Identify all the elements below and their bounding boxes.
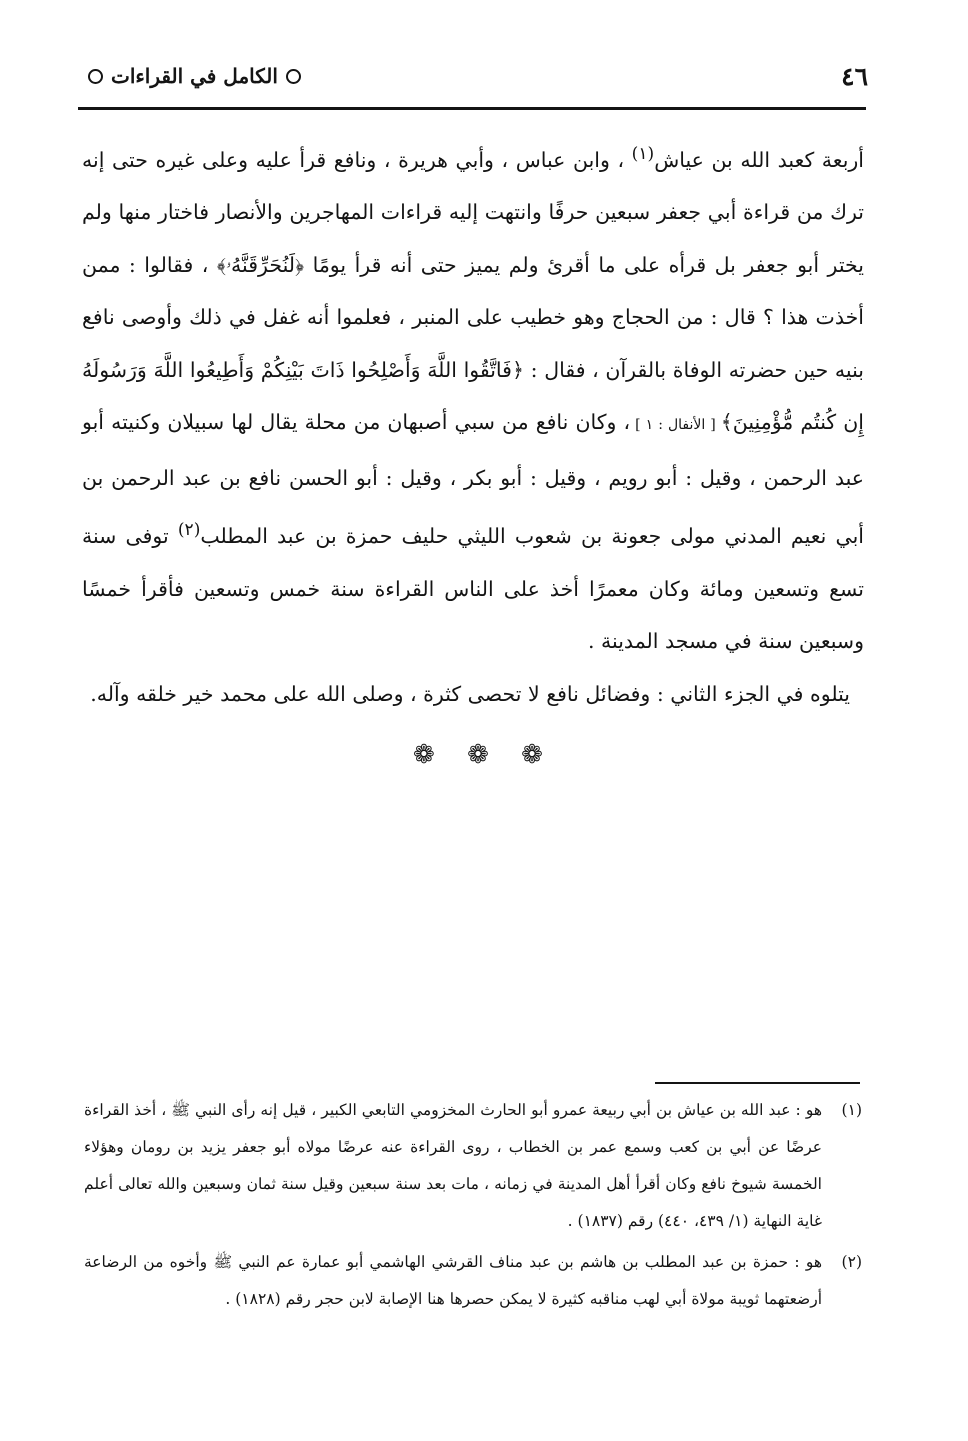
footnote [84,1092,862,1240]
text-run: توفى سنة تسع وتسعين ومائة وكان معمرًا أخذ على الناس القراءة سنة خمس وتسعين فأقرأ خمسًا وسبعين سنة في مسجد المدينة . [82,524,864,654]
footnote-number: (١) [841,1101,862,1119]
main-text [82,128,864,720]
verse-reference: [ الأنفال : ١ ] [630,417,721,434]
footnote-reference: (١) [631,144,655,164]
text-run: ، فقالوا : ممن أخذت هذا ؟ قال : من الحجاج وهو خطيب على المنبر ، فعلموا أنه غفل في ذلك وأوصى نافع بنيه حين حضرته الوفاة بالقرآن ، فقال : [82,252,864,382]
quran-verse: ﴿فَاتَّقُوا اللَّهَ وَأَصْلِحُوا ذَاتَ بَيْنِكُمْ وَأَطِيعُوا اللَّهَ وَرَسُولَهُ إِن كُنتُم مُّؤْمِنِينَ﴾ [82,357,864,435]
footnotes [84,1092,862,1322]
footnote-text: هو : حمزة بن عبد المطلب بن هاشم بن عبد مناف القرشي الهاشمي أبو عمارة عم النبي ﷺ وأخوه من الرضاعة أرضعتهما ثويبة مولاة أبي لهب مناقبه كثيرة لا يمكن حصرها هنا الإصابة لابن حجر رقم (١٨٢٨) . [84,1253,822,1308]
text-run: ، وابن عباس ، وأبي هريرة ، ونافع قرأ عليه وعلى غيره حتى إنه ترك من قراءة أبي جعفر سبعين حرفًا وانتهت إليه قراءات المهاجرين والأنصار فاختار منها ولم يختر أبو جعفر بل قرأه على ما أقرئ ولم يميز حتى أنه قرأ يومًا [82,147,864,277]
book-title-group [88,64,301,88]
header-rule [78,107,866,110]
circle-ornament-icon [286,69,301,84]
book-title: الكامل في القراءات [111,64,278,88]
text-run: أربعة كعبد الله بن عياش [654,147,864,172]
circle-ornament-icon [88,69,103,84]
paragraph [82,128,864,668]
footnote-separator [655,1082,860,1084]
flower-ornament-icons: ❁ ❁ ❁ [413,740,555,770]
footnote-number: (٢) [841,1253,862,1271]
running-header [78,60,868,104]
footnote-reference: (٢) [177,520,201,541]
footnote-text: هو : عبد الله بن عياش بن أبي ربيعة عمرو أبو الحارث المخزومي التابعي الكبير ، قيل إنه رأى النبي ﷺ ، أخذ القراءة عرضًا عن أبي بن كعب وسمع عمر بن الخطاب ، روى القراءة عنه عرضًا مولاه أبو جعفر يزيد بن رومان وهؤلاء الخمسة شيوخ نافع وكان أقرأ أهل المدينة في زمانه ، مات بعد سنة سبعين وقيل سنة ثمان وسبعين والله تعالى أعلم غاية النهاية (١/ ٤٣٩، ٤٤٠) رقم (١٨٣٧) . [84,1101,822,1230]
page-number: ٤٦ [841,62,868,91]
quran-verse: ﴿لَنُحَرِّقَنَّهُۥ﴾ [216,252,305,277]
closing-paragraph: يتلوه في الجزء الثاني : وفضائل نافع لا تحصى كثرة ، وصلى الله على محمد خير خلقه وآله. [90,681,850,706]
footnote [84,1244,862,1318]
text-run: ، وكان نافع من سبي أصبهان من محلة يقال لها سبيلان وكنيته أبو عبد الرحمن ، وقيل : أبو رويم ، وقيل : أبو بكر ، وقيل : أبو الحسن نافع بن عبد الرحمن بن أبي نعيم المدني مولى جعونة بن شعوب الليثي حليف حمزة بن عبد المطلب [82,410,864,549]
